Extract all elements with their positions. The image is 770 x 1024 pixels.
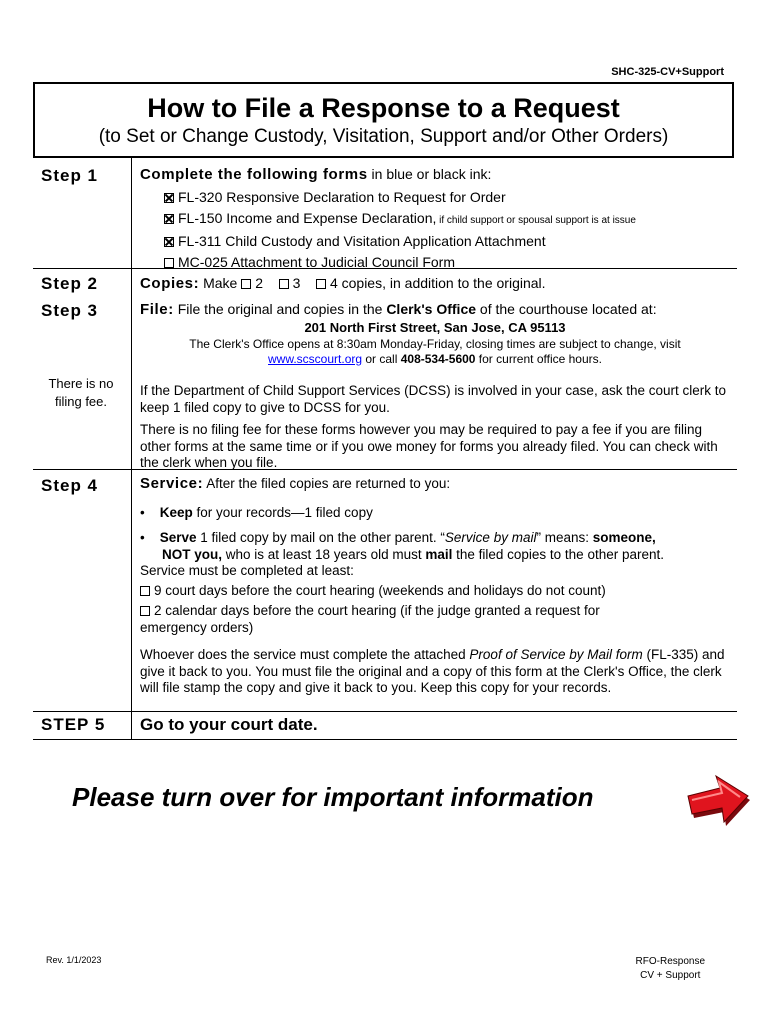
form-item[interactable]: FL-311 Child Custody and Visitation Application Attachment bbox=[164, 231, 636, 252]
court-address: 201 North First Street, San Jose, CA 95113 bbox=[304, 320, 566, 335]
checkbox-unchecked[interactable] bbox=[164, 258, 174, 268]
step-1-label: Step 1 bbox=[41, 166, 99, 185]
form-item[interactable]: MC-025 Attachment to Judicial Council Form bbox=[164, 252, 636, 273]
two-days-checkbox[interactable] bbox=[140, 606, 150, 616]
red-arrow-icon bbox=[682, 770, 754, 830]
step-1-heading bbox=[140, 166, 491, 183]
form-item[interactable]: FL-150 Income and Expense Declaration, if child support or spousal support is at issue bbox=[164, 208, 636, 232]
nine-days-checkbox[interactable] bbox=[140, 586, 150, 596]
step-3-file: File: File the original and copies in the Clerk's Office of the courthouse located at: bbox=[140, 301, 657, 318]
steps-table bbox=[33, 158, 737, 740]
court-website-link[interactable]: www.scscourt.org bbox=[268, 352, 363, 366]
office-hours: The Clerk's Office opens at 8:30am Monday-Friday, closing times are subject to change, visit www.scscourt.org or call 408-534-5600 for current office hours. bbox=[189, 337, 681, 366]
step-4-label: Step 4 bbox=[41, 476, 99, 495]
checkbox-checked[interactable] bbox=[164, 193, 174, 203]
step-4-service: Service: After the filed copies are returned to you: bbox=[140, 475, 451, 492]
no-filing-fee-note: There is no filing fee. bbox=[48, 376, 114, 409]
step-2-label: Step 2 bbox=[41, 274, 99, 293]
court-phone: 408-534-5600 bbox=[400, 352, 476, 366]
step-2-copies: Copies: Make 2 3 4 copies, in addition to the original. bbox=[140, 275, 546, 292]
checkbox-checked[interactable] bbox=[164, 237, 174, 247]
proof-of-service-note: Whoever does the service must complete the attached Proof of Service by Mail form (FL-335) and give it back to you. You must file the original and a copy of this form at the Clerk's Office, the clerk will file stamp the copy and give it back to you. Keep this copy for your records. bbox=[140, 647, 725, 695]
service-deadline-label: Service must be completed at least: bbox=[140, 563, 354, 578]
footer-codes: RFO-Response CV + Support bbox=[635, 956, 705, 981]
revision-date: Rev. 1/1/2023 bbox=[46, 955, 102, 965]
filing-fee-note: There is no filing fee for these forms however you may be required to pay a fee if you are filing other forms at the same time or if you owe money for forms you already filed. You can check with the clerk when you file. bbox=[140, 422, 718, 470]
form-id: SHC-325-CV+Support bbox=[611, 66, 724, 78]
copies-2-checkbox[interactable] bbox=[241, 279, 251, 289]
page-title: How to File a Response to a Request bbox=[147, 93, 620, 123]
turn-over-notice: Please turn over for important information bbox=[72, 782, 594, 812]
step-1-heading-bold: Complete the following forms bbox=[140, 166, 368, 183]
step-1-heading-rest: in blue or black ink: bbox=[367, 166, 492, 182]
keep-bullet: • Keep for your records—1 filed copy bbox=[140, 505, 373, 520]
form-item[interactable]: FL-320 Responsive Declaration to Request for Order bbox=[164, 187, 636, 208]
copies-4-checkbox[interactable] bbox=[316, 279, 326, 289]
serve-bullet: • Serve 1 filed copy by mail on the other parent. “Service by mail” means: someone, NOT you, who is at least 18 years old must mail the filed copies to the other parent. Service must be completed at least: 9 court days before the court hearing (weekends and holidays do not count) 2 calendar days before the court hearing (if the judge granted a request for emergency orders) bbox=[140, 530, 740, 636]
form-list bbox=[164, 187, 636, 272]
row-divider bbox=[33, 711, 737, 712]
row-divider bbox=[33, 739, 737, 740]
step-5-text: Go to your court date. bbox=[140, 715, 318, 734]
dcss-note: If the Department of Child Support Services (DCSS) is involved in your case, ask the court clerk to keep 1 filed copy to give to DCSS for you. bbox=[140, 383, 726, 415]
column-divider bbox=[131, 158, 132, 740]
copies-3-checkbox[interactable] bbox=[279, 279, 289, 289]
title-box bbox=[33, 82, 734, 158]
step-5-label: STEP 5 bbox=[41, 715, 106, 734]
page-subtitle: (to Set or Change Custody, Visitation, Support and/or Other Orders) bbox=[98, 126, 669, 147]
checkbox-checked[interactable] bbox=[164, 214, 174, 224]
step-3-label: Step 3 bbox=[41, 301, 99, 320]
